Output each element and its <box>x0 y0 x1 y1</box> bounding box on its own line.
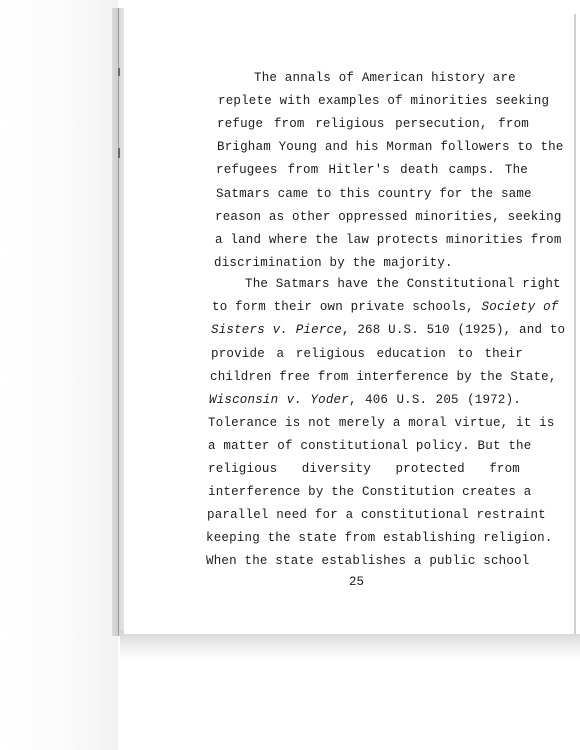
page-right-edge <box>574 14 576 634</box>
case-citation: Society of <box>481 300 559 314</box>
page-number: 25 <box>349 575 365 589</box>
text-line: religious diversity protected from <box>208 462 520 476</box>
text-line: replete with examples of minorities seeking <box>218 94 550 108</box>
text-line: children free from interference by the State, <box>210 370 557 384</box>
scan-mark <box>118 148 120 158</box>
text-span: , 268 U.S. 510 (1925), and to <box>341 323 566 337</box>
text-line: When the state establishes a public school <box>206 554 530 568</box>
text-line <box>211 322 565 338</box>
case-citation: Wisconsin v. Yoder <box>209 393 349 407</box>
text-line: reason as other oppressed minorities, seeking <box>215 210 562 224</box>
text-line: a land where the law protects minorities from <box>215 233 562 247</box>
binding-edge <box>118 8 119 636</box>
text-line <box>209 392 521 408</box>
text-line: refuge from religious persecution, from <box>217 117 529 131</box>
text-line: Tolerance is not merely a moral virtue, it is <box>208 416 555 430</box>
page-bottom-shadow <box>120 630 580 660</box>
text-line: The annals of American history are <box>254 71 516 85</box>
text-line: provide a religious education to their <box>211 347 523 361</box>
text-line: Satmars came to this country for the same <box>216 187 532 201</box>
text-line: parallel need for a constitutional restraint <box>207 508 546 522</box>
text-span: , 406 U.S. 205 (1972). <box>348 393 521 407</box>
scan-background <box>0 0 118 750</box>
text-line: discrimination by the majority. <box>214 256 453 270</box>
text-line: Brigham Young and his Morman followers to the <box>217 140 564 154</box>
text-line: The Satmars have the Constitutional right <box>245 277 561 291</box>
text-line: keeping the state from establishing religion. <box>206 531 553 545</box>
text-line: refugees from Hitler's death camps. The <box>216 163 528 177</box>
scan-mark <box>118 68 120 76</box>
text-line: interference by the Constitution creates a <box>208 485 532 499</box>
text-line <box>212 299 559 315</box>
case-citation: Sisters v. Pierce <box>211 323 342 337</box>
text-span: to form their own private schools, <box>212 300 474 314</box>
text-line: a matter of constitutional policy. But the <box>208 439 532 453</box>
